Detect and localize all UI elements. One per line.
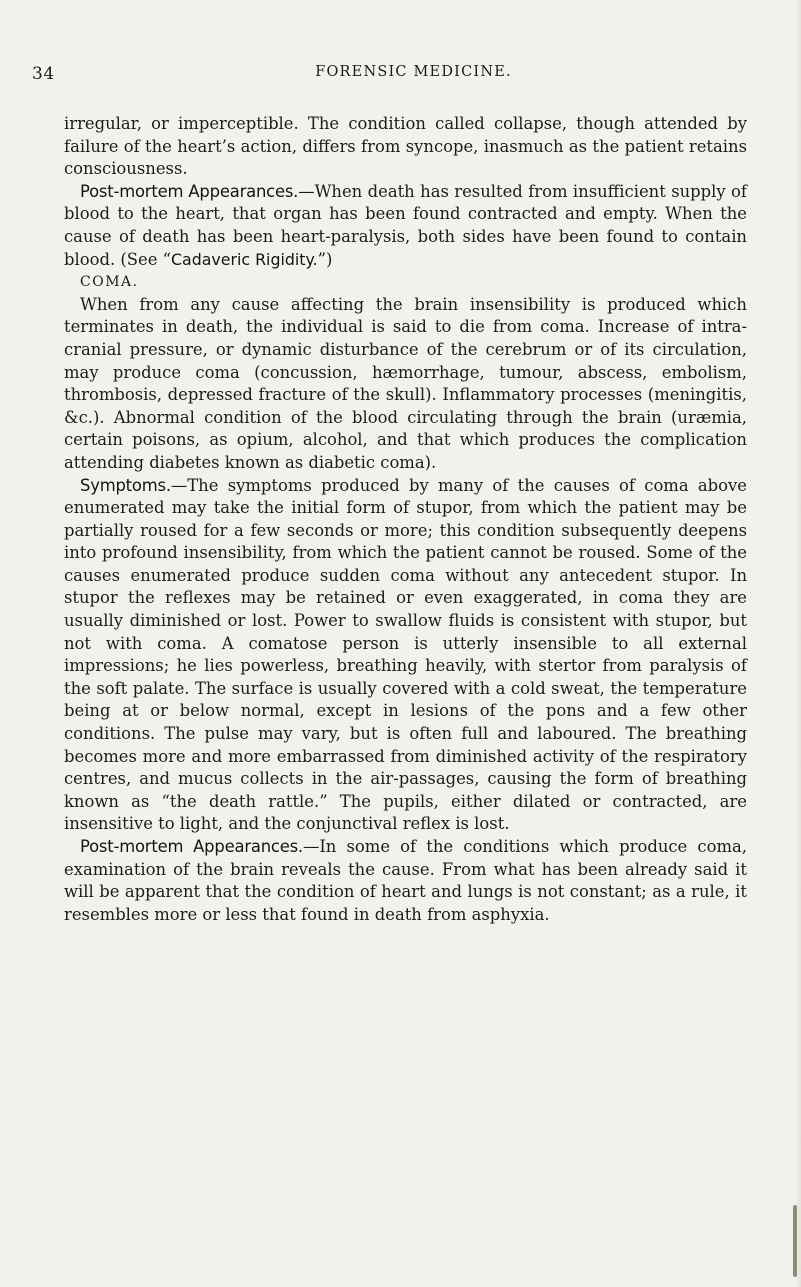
running-head: FORENSIC MEDICINE. xyxy=(315,64,512,80)
cross-reference-cadaveric-rigidity: Cadaveric Rigidity. xyxy=(171,249,318,269)
paragraph-collapse xyxy=(64,113,747,181)
side-heading-post-mortem-coma: Post-mortem Appearances. xyxy=(80,837,303,856)
page-header xyxy=(32,64,795,86)
body-text xyxy=(64,113,747,926)
paragraph-post-mortem-syncope xyxy=(64,181,747,271)
page-number: 34 xyxy=(32,64,55,84)
paragraph-collapse-text: irregular, or imperceptible. The condition called collapse, though attended by failure of the heart’s action, differs from syncope, inasmuch as the patient retains consciousness. xyxy=(64,114,747,179)
section-title-coma: COMA. xyxy=(80,274,139,291)
paragraph-symptoms xyxy=(64,475,747,837)
cross-reference-close: ”) xyxy=(317,249,333,269)
page-edge-mark xyxy=(793,1205,797,1277)
side-heading-post-mortem: Post-mortem Appearances. xyxy=(80,181,299,201)
paragraph-post-mortem-coma xyxy=(64,836,747,926)
paragraph-post-mortem-text: —When death has resulted from insufficient supply of blood to the heart, that organ has been found contracted and empty. When the cause of death has been heart-paralysis, both sides have been found to contain blood. (See “ xyxy=(64,181,747,269)
paragraph-coma-causes-text: When from any cause affecting the brain insensibility is produced which terminates in death, the individual is said to die from coma. Increase of intra-cranial pressure, or dynamic disturbance of the cerebrum or of its circulation, may produce coma (concussion, hæmorrhage, tumour, abscess, embolism, thrombosis, depressed fracture of the skull). Inflammatory processes (meningitis, &c.). Abnormal condition of the blood circulating through the brain (uræmia, certain poisons, as opium, alcohol, and that which produces the complication attending diabetes known as diabetic coma). xyxy=(64,294,747,472)
paragraph-coma-causes xyxy=(64,294,747,475)
side-heading-symptoms: Symptoms. xyxy=(80,475,171,495)
page-edge-shadow xyxy=(795,0,801,1287)
paragraph-symptoms-text: —The symptoms produced by many of the causes of coma above enumerated may take the initial form of stupor, from which the patient may be partially roused for a few seconds or more; this condition subsequently deepens into profound insensibility, from which the patient cannot be roused. Some of the causes enumerated produce sudden coma without any antecedent stupor. In stupor the reflexes may be retained or even exaggerated, in coma they are usually diminished or lost. Power to swallow fluids is consistent with stupor, but not with coma. A comatose person is utterly insensible to all external impressions; he lies powerless, breathing heavily, with stertor from paralysis of the soft palate. The surface is usually covered with a cold sweat, the temperature being at or below normal, except in lesions of the pons and a few other conditions. The pulse may vary, but is often full and laboured. The breathing becomes more and more embarrassed from diminished activity of the respiratory centres, and mucus collects in the air-passages, causing the form of breathing known as “the death rattle.” The pupils, either dilated or contracted, are insensitive to light, and the conjunctival reflex is lost. xyxy=(64,475,747,834)
paragraph-post-mortem-coma-text: —In some of the conditions which produce coma, examination of the brain reveals the cause. From what has been already said it will be apparent that the condition of heart and lungs is not constant; as a rule, it resembles more or less that found in death from asphyxia. xyxy=(64,837,747,924)
